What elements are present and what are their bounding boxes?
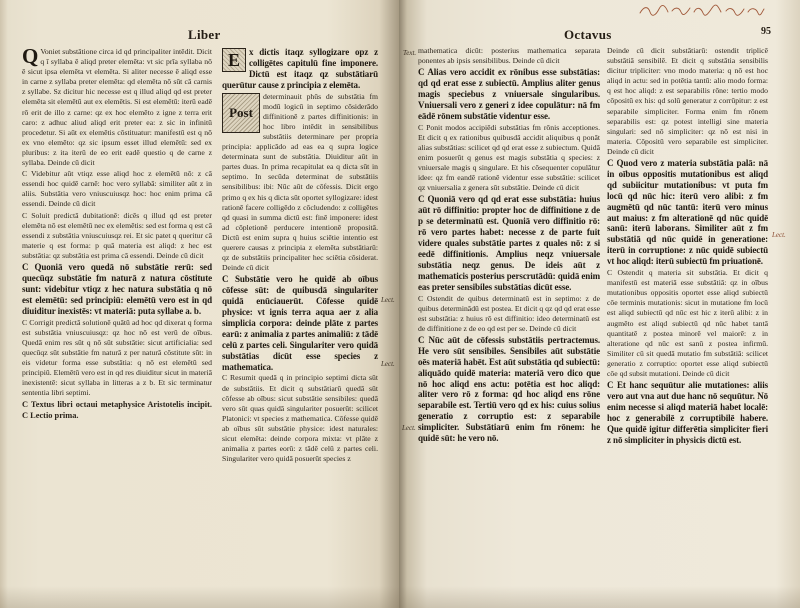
handwritten-annotation [638, 2, 766, 18]
paragraph-text: C Ponit modos accipiēdi substātias fm rōnis acceptiones. Et dicit q ex rationibus quibusdā accidit aliquibus q ponāt alias substātias: scilicet qd qd erat esse z subiectum. Quidā enim posuerūt q genus est magis substātia q species: z vniuersale magis q singulare. Et his cōsequenter copulātur idee: qz fm eandē rationē videntur esse substātie: scilicet qz vniuersalia z genera sūt substātie. Deinde cū dicit [418, 122, 600, 193]
aristotle-text-paragraph [222, 274, 378, 372]
margin-note: Text. [403, 49, 417, 57]
text-column-left-2 [222, 47, 378, 587]
rubric-heading [22, 400, 212, 421]
paragraph-text: C Textus libri octaui metaphysice Aristotelis incipit. C Lectio prima. [22, 400, 212, 420]
paragraph-text: C Resumit quedā q in principio septimi dicta sūt de substātiis. Et dicit q substātiarū quedā sūt cōfesse ab oībus: sicut substātie sensibiles: quedā vero sūt quas quidā singulariter posuerūt: scilicet Platonici: vt species z mathematica. Cōfesse quidē ab oībus sūt substātie physice: idest naturales: sicut elemēta: deinde corpora mixta: vt plāte z animalia z partes eorū: z tādē celū z partes celi. Singulariter vero quidā posuerūt species z [222, 373, 378, 464]
margin-note: Lect. [402, 424, 416, 432]
decorated-initial: Q [22, 47, 39, 68]
aristotle-text-paragraph [22, 262, 212, 317]
commentary-paragraph [418, 123, 600, 194]
aristotle-text-paragraph [418, 194, 600, 292]
paragraph-text: C Quoniā vero quedā nō substātie rerū: sed quecūqz substātie fm naturā z natura cōstitute sunt: videbitur vtiqz z hec natura substātia q nō est elemētū: sed principiū: elemētū vero est in qd diuiditur inexistēs: vt materiā: puta syllabe a. b. [22, 261, 212, 316]
paragraph-text: C Substātie vero he quidē ab oībus cōfesse sūt: de quibusdā singulariter quidā enūciauerūt. Cōfesse quidē physice: vt ignis terra aqua aer z alia simplicia corpora: deinde plāte z partes earū: z animalia z partes animaliū: z tādē celū z partes celi. Singulariter vero quidā substātias dicūt esse species z mathematica. [222, 274, 378, 372]
decorated-initial: Post [222, 93, 260, 133]
paragraph-text: x dictis itaqz syllogizare opz z colligētes capitulū fine imponere. Dictū est itaqz qz substātiarū querūtur cause z principia z elemēta. [222, 47, 378, 90]
right-page [399, 0, 800, 608]
commentary-paragraph [22, 318, 212, 399]
aristotle-text-paragraph [418, 335, 600, 444]
aristotle-text-paragraph [418, 67, 600, 122]
decorated-initial: E [222, 48, 246, 72]
commentary-paragraph [607, 46, 768, 157]
paragraph-text: C Quod vero z materia substātia palā: nā in oībus oppositis mutationibus est aliqd qd subiicitur mutationibus: vt puta fm locū qd nūc hic: iterū vero alibi: z fm augmētū qd nūc tantū: iterū vero minus aut maius: z fm alterationē qd nūc quidē sanū: iterū laborans. Similiter aūt z fm substātiā qd nūc quidē in generatione: iterū in corruptione: z nūc quidē subiectū vt hoc aliqd: iterū subiectū fm priuationē. [607, 158, 768, 267]
paragraph-text: C Ostendit de quibus determinatū est in septimo: z de quibus determinādū est postea. Et dicit q qz qd qd erat esse est substātia: z huius rō est diffinitio: ideo determinatū est de diffinitione z de eo qd est per se. Deinde cū dicit [418, 293, 600, 333]
paragraph-text: C Corrigit predictā solutionē quātū ad hoc qd dixerat q forma est substātia vniuscuiusqz: qz hoc nō est verū de oībus. Quedā enim res sūt q nō sūt substātie: sicut artificialia: sed quecūqz sūt substātie fm naturā z per naturā cōstitute sūt: in eis videtur forma esse substātia: q nō est elemētū sed principiū. Elemētū vero est in qd res diuiditur sicut in materiā inexistentē: sicut syllaba in litteras a z b. Et sic terminatur sententia libri septimi. [22, 317, 212, 398]
aristotle-text-paragraph [222, 47, 378, 91]
commentary-paragraph [22, 169, 212, 209]
paragraph-text: C Soluit predictā dubitationē: dicēs q illud qd est preter elemēta nō est elemētū nec ex elemētis: sed est forma q est cā essendi z substātia vniuscuiusqz rei. Et sic patet q queritur cā materie q est forma: p quā materia est aliqd: z hec est substātia: qz substātia est prima cā essendi. Deinde cū dicit [22, 210, 212, 260]
text-column-right-1 [418, 46, 600, 590]
aristotle-text-paragraph [607, 380, 768, 445]
text-column-left-1 [22, 47, 212, 587]
commentary-paragraph [607, 268, 768, 379]
paragraph-text: Voniet substātione circa id qd principaliter intēdit. Dicit q ī syllaba ē aliqd preter elemēta: vt sic prīa syllaba nō ē sicut ipsa elemēta vt elemēta. Si aliter necesse ē aliqd esse in carne z syllaba preter elemēta: qd elemēta nō sūt cā carnis z syllabe. Sz dicitur hic necesse est q illud aliqd qd est preter elemēta sit elemētū aut ex elemētis. Si est elemētū: iterū eadē rō erit de illo z carne: qz ex hoc elemēto z igne z terra erit caro: z adhuc aliud aliqd erit preter ea: z sic in infinitū procedetur. Si aūt ex elemētis cōstituatur: manifestū est q nō ex vno elemēto: qz sic ipsum esset illud elemētū: sed ex pluribus: z ita iterū de eo erit eadē questio q de carne z syllaba. Deinde cū dicit [22, 47, 212, 168]
left-page [0, 0, 399, 608]
paragraph-text: C Alias vero accidit ex rōnibus esse substātias: qd qd erat esse z subiectū. Amplius aliter genus magis speciebus z vniuersale singularibus. Vniuersali vero z generi z idee copulātur: nā fm eādē rōnem substātie videntur esse. [418, 67, 600, 121]
commentary-paragraph [222, 373, 378, 464]
running-head-left: Liber [188, 27, 221, 42]
paragraph-text: mathematica dicūt: posterius mathematica separata ponentes ab ipsis sensibilibus. Deinde cū dicit [418, 46, 600, 66]
paragraph-text: Deinde cū dicit substātiarū: ostendit triplicē substātiā sensibilē. Et dicit q substātia sensibilis dicitur tripliciter: vno modo materia: q nō est hoc aliqd in actu: sed in potētia tantū: alio modo forma: q est hoc aliqd: z est separabilis rōne: tertio modo cōpositū ex his: qd solū generatur z corrūpitur: z est separabile simpliciter. Forma enim fm rōnem separabilis est: qz potest intelligi sine materia singulari: sed nō simpliciter: qz nō est nisi in materia. Cōpositū vero separabile est simpliciter. Deinde cū dicit [607, 46, 768, 156]
text-column-right-2 [607, 46, 768, 590]
paragraph-text: C Quoniā vero qd qd erat esse substātia: huius aūt rō diffinitio: propter hoc de diffinitione z de p se determinatū est. Quoniā vero diffinitio rō: rō vero partes habet: necesse z de parte fuit videre quales substātie partes z quales nō: z si eedē diffinitionis. Amplius neqz vniuersale substātia neqz genus. De ideis aūt z mathematicis posterius perscrutādū: quidā enim eas preter sensibiles substātias dicūt esse. [418, 194, 600, 292]
commentary-paragraph [418, 46, 600, 66]
commentary-paragraph [22, 211, 212, 261]
margin-note: Lect. [381, 360, 395, 368]
folio-number: 95 [761, 26, 771, 37]
margin-note: Lect. [381, 296, 395, 304]
paragraph-text: C Nūc aūt de cōfessis substātiis pertractemus. He vero sūt sensibiles. Sensibiles aūt substātie oēs materiā habēt. Est aūt substātia qd subiectū: aliquādo quidē materia: materiā vero dico que nō hoc aliqd ens actu: potētia est hoc aliqd: aliter vero rō z forma: qd hoc aliqd ens rōne separabile est. Tertiū vero qd ex his: cuius solius generatio z corruptio est: z separabile simpliciter. Substātiarū enim fm rōnem: he quidē sūt: he vero nō. [418, 334, 600, 444]
aristotle-text-paragraph [607, 158, 768, 267]
running-head-right: Octavus [564, 27, 612, 42]
margin-note: Lect. [772, 231, 786, 239]
paragraph-text: C Ostendit q materia sit substātia. Et dicit q manifestū est materiā esse substātiā: qz in oībus mutationibus oppositis oportet esse aliqd subiectū cōe terminis mutationis: sicut in mutatione fm locū est aliqd subiectū qd nūc est hic z iterū alibi: z in augmēto est aliqd subiectū qd nūc habet tantā quantitatē z postea minorē vel maiorē: z in alteratione qd nūc est sanū z postea infirmū. Similiter cū sit quedā mutatio fm substātiā: scilicet generatio z corruptio: oportet esse aliqd subiectū cōe qd subsit mutationi. Deinde cū dicit [607, 268, 768, 379]
commentary-paragraph [418, 294, 600, 334]
commentary-paragraph [22, 47, 212, 168]
paragraph-text: determinauit phūs de substātia fm modū logicū in septimo cōsiderādo diffinitionē z partes diffinitionis: in hoc libro intēdit in sensibilibus substātiis determinare per propria principia: applicādo ad eas ea q supra logice determinata sunt de substātia. Diuiditur aūt in partes duas. In prima recapitulat ea q dicta sūt in septimo. In secūda determinat de substātiis sensibilibus: ibi: Nūc aūt de cōfessis. Dicit ergo primo q ex his q dicta sūt oportet syllogizare: idest rationē facere colligēdo z cōcludendo: z colligētes qd quasi in summa dictū est: finē imponere: idest ad cōpletionē perducere intentionē propositā. Dictū est enim supra q huius sciētie intentio est querere causas z principia z elemēta substātiarū: qz de substātiis principaliter hec sciētia cōsiderat. Deinde cū dicit [222, 91, 378, 273]
paragraph-text: C Videbitur aūt vtiqz esse aliqd hoc z elemētū nō: z cā essendi hoc quidē carnē: hoc vero syllabā: similiter aūt z in aliis. Substātia vero vniuscuiusqz hoc: hoc enim prima cā essendi. Deinde cū dicit [22, 169, 212, 209]
paragraph-text: C Et hanc sequūtur alie mutationes: aliis vero aut vna aut due hanc nō sequūtur. Nō enim necesse si aliqd materiā habet localē: hoc z generabilē z corruptibilē habere. Que quidē igitur differētia simpliciter fieri z nō simpliciter in physicis dictū est. [607, 380, 768, 445]
commentary-paragraph [222, 92, 378, 274]
